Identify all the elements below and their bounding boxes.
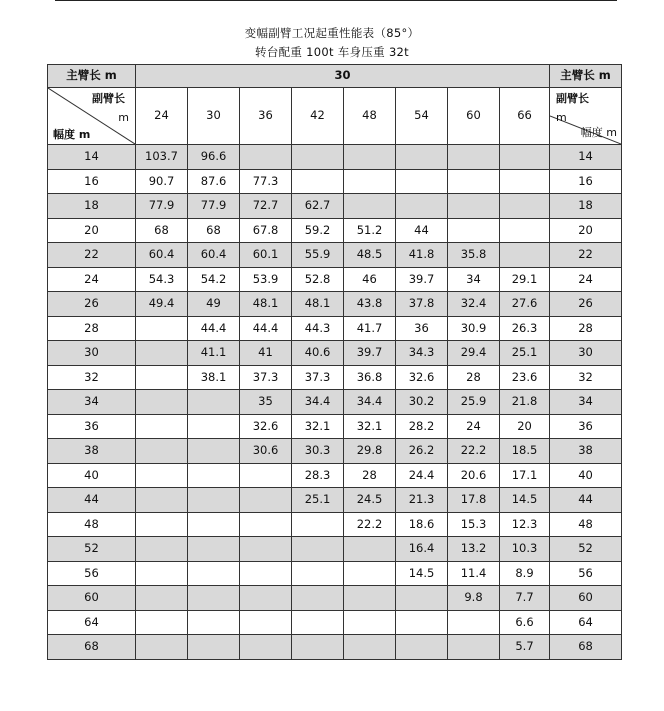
capacity-cell: 22.2 xyxy=(448,439,500,464)
capacity-cell xyxy=(396,635,448,660)
capacity-cell: 39.7 xyxy=(344,341,396,366)
radius-cell-right: 34 xyxy=(550,390,622,415)
table-row xyxy=(48,512,622,537)
capacity-cell: 77.3 xyxy=(240,169,292,194)
capacity-cell xyxy=(396,145,448,170)
table-row xyxy=(48,169,622,194)
capacity-cell: 28.3 xyxy=(292,463,344,488)
capacity-cell: 38.1 xyxy=(188,365,240,390)
capacity-cell: 24 xyxy=(448,414,500,439)
radius-cell-right: 56 xyxy=(550,561,622,586)
capacity-cell xyxy=(292,586,344,611)
capacity-cell: 30.9 xyxy=(448,316,500,341)
capacity-cell: 32.1 xyxy=(292,414,344,439)
radius-cell-right: 38 xyxy=(550,439,622,464)
table-row xyxy=(48,439,622,464)
capacity-cell: 41.8 xyxy=(396,243,448,268)
capacity-cell: 54.2 xyxy=(188,267,240,292)
capacity-cell: 6.6 xyxy=(500,610,550,635)
radius-cell-right: 30 xyxy=(550,341,622,366)
capacity-cell: 77.9 xyxy=(188,194,240,219)
header-row-jib-lengths xyxy=(48,88,622,145)
capacity-cell: 14.5 xyxy=(396,561,448,586)
capacity-cell: 15.3 xyxy=(448,512,500,537)
capacity-cell xyxy=(344,610,396,635)
table-row xyxy=(48,390,622,415)
capacity-cell xyxy=(448,145,500,170)
capacity-cell xyxy=(240,488,292,513)
capacity-cell xyxy=(136,316,188,341)
capacity-cell: 7.7 xyxy=(500,586,550,611)
capacity-cell xyxy=(292,537,344,562)
capacity-cell xyxy=(240,463,292,488)
capacity-cell xyxy=(500,169,550,194)
radius-cell-right: 44 xyxy=(550,488,622,513)
capacity-cell: 21.3 xyxy=(396,488,448,513)
capacity-cell: 29.8 xyxy=(344,439,396,464)
capacity-cell: 44.4 xyxy=(240,316,292,341)
radius-cell-right: 26 xyxy=(550,292,622,317)
radius-cell-left: 26 xyxy=(48,292,136,317)
capacity-cell: 24.5 xyxy=(344,488,396,513)
radius-cell-right: 32 xyxy=(550,365,622,390)
table-row xyxy=(48,243,622,268)
capacity-cell: 30.3 xyxy=(292,439,344,464)
radius-cell-right: 52 xyxy=(550,537,622,562)
capacity-cell: 24.4 xyxy=(396,463,448,488)
capacity-cell xyxy=(344,194,396,219)
capacity-cell xyxy=(500,218,550,243)
radius-cell-right: 16 xyxy=(550,169,622,194)
radius-cell-right: 48 xyxy=(550,512,622,537)
capacity-cell: 20 xyxy=(500,414,550,439)
table-row xyxy=(48,463,622,488)
main-boom-label-left: 主臂长 m xyxy=(48,65,136,88)
radius-cell-right: 60 xyxy=(550,586,622,611)
capacity-cell xyxy=(136,488,188,513)
radius-cell-right: 68 xyxy=(550,635,622,660)
capacity-cell: 68 xyxy=(188,218,240,243)
table-row xyxy=(48,267,622,292)
main-boom-label-right: 主臂长 m xyxy=(550,65,622,88)
capacity-cell: 10.3 xyxy=(500,537,550,562)
capacity-cell: 36 xyxy=(396,316,448,341)
capacity-cell: 35.8 xyxy=(448,243,500,268)
capacity-cell: 37.3 xyxy=(292,365,344,390)
capacity-cell xyxy=(500,194,550,219)
corner-header-left xyxy=(48,88,136,145)
capacity-cell: 68 xyxy=(136,218,188,243)
load-chart-table xyxy=(47,64,622,660)
radius-cell-left: 22 xyxy=(48,243,136,268)
jib-length-label: 副臂长 xyxy=(92,92,125,105)
capacity-cell xyxy=(188,561,240,586)
capacity-cell xyxy=(136,439,188,464)
capacity-cell: 20.6 xyxy=(448,463,500,488)
table-row xyxy=(48,218,622,243)
capacity-cell xyxy=(240,635,292,660)
capacity-cell: 16.4 xyxy=(396,537,448,562)
capacity-cell xyxy=(344,586,396,611)
table-row xyxy=(48,341,622,366)
capacity-cell xyxy=(136,390,188,415)
radius-cell-left: 44 xyxy=(48,488,136,513)
capacity-cell: 34 xyxy=(448,267,500,292)
capacity-cell xyxy=(240,512,292,537)
capacity-cell xyxy=(136,586,188,611)
radius-cell-right: 20 xyxy=(550,218,622,243)
radius-cell-left: 28 xyxy=(48,316,136,341)
capacity-cell xyxy=(292,512,344,537)
capacity-cell: 43.8 xyxy=(344,292,396,317)
capacity-cell xyxy=(136,365,188,390)
jib-length-header: 42 xyxy=(292,88,344,145)
capacity-cell xyxy=(240,537,292,562)
capacity-cell: 59.2 xyxy=(292,218,344,243)
radius-cell-left: 18 xyxy=(48,194,136,219)
capacity-cell: 90.7 xyxy=(136,169,188,194)
capacity-cell: 39.7 xyxy=(396,267,448,292)
capacity-cell xyxy=(136,635,188,660)
capacity-cell xyxy=(448,218,500,243)
table-row xyxy=(48,537,622,562)
capacity-cell xyxy=(136,341,188,366)
capacity-cell: 52.8 xyxy=(292,267,344,292)
capacity-cell xyxy=(396,169,448,194)
capacity-cell xyxy=(188,390,240,415)
radius-cell-left: 14 xyxy=(48,145,136,170)
top-rule xyxy=(55,0,617,1)
capacity-cell xyxy=(292,169,344,194)
capacity-cell xyxy=(136,610,188,635)
capacity-cell xyxy=(136,561,188,586)
capacity-cell xyxy=(188,512,240,537)
capacity-cell: 18.5 xyxy=(500,439,550,464)
capacity-cell xyxy=(136,537,188,562)
capacity-cell: 44.4 xyxy=(188,316,240,341)
capacity-cell: 27.6 xyxy=(500,292,550,317)
capacity-cell xyxy=(188,586,240,611)
capacity-cell xyxy=(136,414,188,439)
jib-length-header: 36 xyxy=(240,88,292,145)
capacity-cell: 67.8 xyxy=(240,218,292,243)
capacity-cell: 25.9 xyxy=(448,390,500,415)
capacity-cell xyxy=(292,635,344,660)
capacity-cell xyxy=(136,463,188,488)
capacity-cell: 25.1 xyxy=(292,488,344,513)
radius-cell-right: 28 xyxy=(550,316,622,341)
capacity-cell: 9.8 xyxy=(448,586,500,611)
capacity-cell xyxy=(292,610,344,635)
capacity-cell: 34.4 xyxy=(292,390,344,415)
capacity-cell: 30.2 xyxy=(396,390,448,415)
radius-cell-left: 32 xyxy=(48,365,136,390)
capacity-cell: 41.1 xyxy=(188,341,240,366)
table-row xyxy=(48,194,622,219)
capacity-cell: 62.7 xyxy=(292,194,344,219)
capacity-cell: 46 xyxy=(344,267,396,292)
capacity-cell xyxy=(188,463,240,488)
capacity-cell: 55.9 xyxy=(292,243,344,268)
capacity-cell: 28 xyxy=(344,463,396,488)
capacity-cell: 41.7 xyxy=(344,316,396,341)
capacity-cell: 53.9 xyxy=(240,267,292,292)
table-row xyxy=(48,145,622,170)
radius-cell-left: 40 xyxy=(48,463,136,488)
capacity-cell: 32.6 xyxy=(240,414,292,439)
radius-cell-right: 40 xyxy=(550,463,622,488)
capacity-cell: 22.2 xyxy=(344,512,396,537)
main-boom-value: 30 xyxy=(136,65,550,88)
jib-length-header: 60 xyxy=(448,88,500,145)
capacity-cell xyxy=(396,586,448,611)
radius-cell-left: 52 xyxy=(48,537,136,562)
radius-cell-left: 68 xyxy=(48,635,136,660)
radius-cell-left: 20 xyxy=(48,218,136,243)
table-row xyxy=(48,316,622,341)
capacity-cell: 28 xyxy=(448,365,500,390)
capacity-cell: 48.1 xyxy=(292,292,344,317)
table-row xyxy=(48,365,622,390)
radius-cell-left: 48 xyxy=(48,512,136,537)
radius-cell-left: 64 xyxy=(48,610,136,635)
table-row xyxy=(48,610,622,635)
radius-cell-left: 24 xyxy=(48,267,136,292)
capacity-cell: 13.2 xyxy=(448,537,500,562)
capacity-cell: 26.3 xyxy=(500,316,550,341)
capacity-cell xyxy=(344,635,396,660)
radius-cell-right: 64 xyxy=(550,610,622,635)
radius-cell-left: 30 xyxy=(48,341,136,366)
capacity-cell xyxy=(188,537,240,562)
capacity-cell xyxy=(292,145,344,170)
capacity-cell: 37.3 xyxy=(240,365,292,390)
jib-length-header: 30 xyxy=(188,88,240,145)
capacity-cell: 5.7 xyxy=(500,635,550,660)
table-row xyxy=(48,561,622,586)
radius-cell-left: 34 xyxy=(48,390,136,415)
table-row xyxy=(48,488,622,513)
capacity-cell: 44 xyxy=(396,218,448,243)
capacity-cell: 12.3 xyxy=(500,512,550,537)
capacity-cell: 14.5 xyxy=(500,488,550,513)
capacity-cell: 32.4 xyxy=(448,292,500,317)
capacity-cell: 34.4 xyxy=(344,390,396,415)
table-row xyxy=(48,586,622,611)
capacity-cell: 48.1 xyxy=(240,292,292,317)
jib-length-unit-right: m xyxy=(556,111,567,124)
table-subtitle: 转台配重 100t 车身压重 32t xyxy=(255,45,409,59)
capacity-cell xyxy=(344,537,396,562)
capacity-cell: 35 xyxy=(240,390,292,415)
capacity-cell: 26.2 xyxy=(396,439,448,464)
capacity-cell xyxy=(188,488,240,513)
table-title: 变幅副臂工况起重性能表（85°） xyxy=(244,26,420,40)
capacity-cell xyxy=(240,561,292,586)
capacity-cell: 48.5 xyxy=(344,243,396,268)
capacity-cell: 25.1 xyxy=(500,341,550,366)
capacity-cell xyxy=(188,635,240,660)
capacity-cell xyxy=(500,145,550,170)
jib-length-header: 24 xyxy=(136,88,188,145)
header-row-main-boom xyxy=(48,65,622,88)
capacity-cell xyxy=(188,414,240,439)
capacity-cell: 29.4 xyxy=(448,341,500,366)
capacity-cell xyxy=(136,512,188,537)
capacity-cell xyxy=(240,610,292,635)
capacity-cell: 72.7 xyxy=(240,194,292,219)
capacity-cell xyxy=(188,610,240,635)
capacity-cell xyxy=(292,561,344,586)
capacity-cell: 60.4 xyxy=(188,243,240,268)
capacity-cell: 18.6 xyxy=(396,512,448,537)
capacity-cell xyxy=(396,194,448,219)
capacity-cell xyxy=(500,243,550,268)
capacity-cell: 87.6 xyxy=(188,169,240,194)
capacity-cell: 17.1 xyxy=(500,463,550,488)
radius-cell-right: 18 xyxy=(550,194,622,219)
capacity-cell xyxy=(344,169,396,194)
radius-cell-left: 36 xyxy=(48,414,136,439)
radius-cell-right: 14 xyxy=(550,145,622,170)
capacity-cell: 44.3 xyxy=(292,316,344,341)
capacity-cell xyxy=(240,145,292,170)
capacity-cell: 32.1 xyxy=(344,414,396,439)
radius-cell-left: 60 xyxy=(48,586,136,611)
capacity-cell xyxy=(448,194,500,219)
capacity-cell: 28.2 xyxy=(396,414,448,439)
capacity-cell: 23.6 xyxy=(500,365,550,390)
radius-label: 幅度 m xyxy=(53,128,91,141)
capacity-cell: 49.4 xyxy=(136,292,188,317)
capacity-cell: 54.3 xyxy=(136,267,188,292)
radius-cell-right: 24 xyxy=(550,267,622,292)
capacity-cell: 29.1 xyxy=(500,267,550,292)
capacity-cell xyxy=(188,439,240,464)
capacity-cell: 49 xyxy=(188,292,240,317)
capacity-cell xyxy=(240,586,292,611)
table-row xyxy=(48,635,622,660)
radius-cell-right: 36 xyxy=(550,414,622,439)
corner-header-right xyxy=(550,88,622,145)
radius-label-right: 幅度 m xyxy=(580,126,618,139)
capacity-cell: 8.9 xyxy=(500,561,550,586)
capacity-cell xyxy=(448,169,500,194)
radius-cell-right: 22 xyxy=(550,243,622,268)
capacity-cell: 36.8 xyxy=(344,365,396,390)
capacity-cell xyxy=(448,610,500,635)
capacity-cell: 103.7 xyxy=(136,145,188,170)
radius-cell-left: 16 xyxy=(48,169,136,194)
jib-length-header: 54 xyxy=(396,88,448,145)
capacity-cell: 77.9 xyxy=(136,194,188,219)
table-row xyxy=(48,292,622,317)
capacity-cell xyxy=(448,635,500,660)
jib-length-unit: m xyxy=(118,111,129,124)
capacity-cell: 37.8 xyxy=(396,292,448,317)
capacity-cell: 34.3 xyxy=(396,341,448,366)
capacity-cell: 51.2 xyxy=(344,218,396,243)
jib-length-header: 48 xyxy=(344,88,396,145)
capacity-cell: 30.6 xyxy=(240,439,292,464)
capacity-cell: 96.6 xyxy=(188,145,240,170)
capacity-cell: 32.6 xyxy=(396,365,448,390)
radius-cell-left: 38 xyxy=(48,439,136,464)
capacity-cell: 17.8 xyxy=(448,488,500,513)
jib-length-header: 66 xyxy=(500,88,550,145)
capacity-cell: 11.4 xyxy=(448,561,500,586)
capacity-cell: 40.6 xyxy=(292,341,344,366)
capacity-cell: 60.1 xyxy=(240,243,292,268)
capacity-cell xyxy=(344,561,396,586)
capacity-cell: 41 xyxy=(240,341,292,366)
table-row xyxy=(48,414,622,439)
jib-length-label-right: 副臂长 xyxy=(556,92,590,105)
capacity-cell: 21.8 xyxy=(500,390,550,415)
capacity-cell xyxy=(344,145,396,170)
radius-cell-left: 56 xyxy=(48,561,136,586)
capacity-cell: 60.4 xyxy=(136,243,188,268)
capacity-cell xyxy=(396,610,448,635)
